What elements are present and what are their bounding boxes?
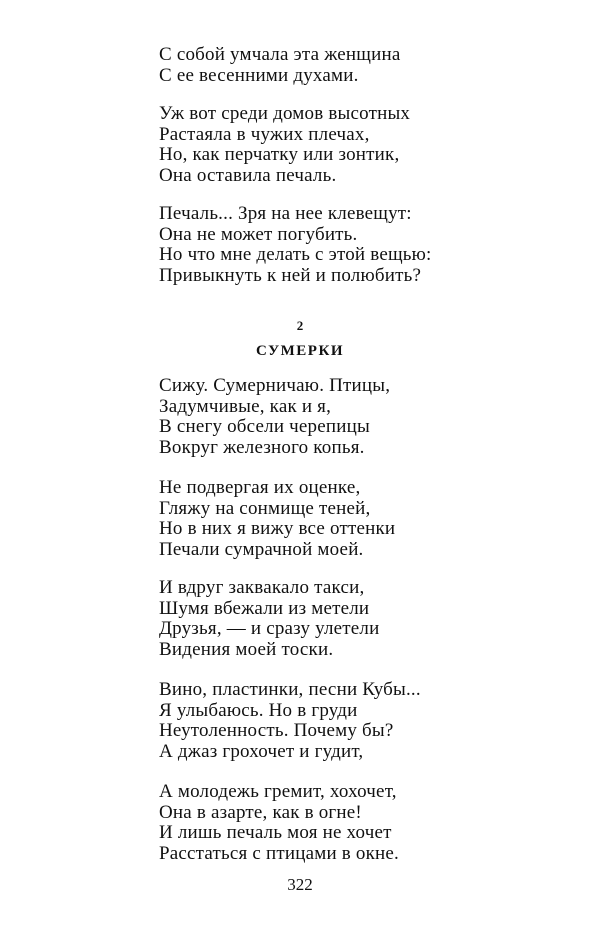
verse-line: А джаз грохочет и гудит, [159, 740, 364, 762]
verse-line: Она не может погубить. [159, 223, 358, 245]
stanza [159, 104, 410, 186]
verse-line: Но что мне делать с этой вещью: [159, 244, 432, 265]
stanza [159, 376, 390, 458]
verse-line: А молодежь гремит, хохочет, [159, 781, 397, 802]
verse-line: Шумя вбежали из метели [159, 597, 370, 619]
verse-line: Растаяла в чужих плечах, [159, 123, 370, 145]
verse-line: Вино, пластинки, песни Кубы... [159, 679, 421, 700]
verse-line: Гляжу на сонмище теней, [159, 497, 371, 519]
verse-line: С ее весенними духами. [159, 64, 359, 86]
verse-line: С собой умчала эта женщина [159, 44, 401, 65]
verse-line: Сижу. Сумерничаю. Птицы, [159, 375, 391, 396]
verse-line: Не подвергая их оценке, [159, 477, 361, 498]
verse-line: Уж вот среди домов высотных [159, 103, 411, 124]
verse-line: Друзья, — и сразу улетели [159, 618, 380, 639]
verse-line: Я улыбаюсь. Но в груди [159, 699, 358, 721]
section-number: 2 [296, 318, 304, 333]
verse-line: Привыкнуть к ней и полюбить? [159, 264, 422, 286]
verse-line: Задумчивые, как и я, [159, 395, 332, 417]
verse-line: Но в них я вижу все оттенки [159, 518, 396, 539]
section-title: СУМЕРКИ [255, 343, 344, 359]
verse-line: Неутоленность. Почему бы? [159, 720, 394, 741]
verse-line: Видения моей тоски. [159, 638, 334, 660]
verse-line: Печаль... Зря на нее клевещут: [159, 203, 412, 224]
verse-line: Она в азарте, как в огне! [159, 801, 362, 823]
stanza [159, 578, 379, 660]
verse-line: Расстаться с птицами в окне. [159, 842, 400, 864]
verse-line: Вокруг железного копья. [159, 436, 365, 458]
stanza [159, 680, 421, 762]
page-number: 322 [287, 875, 313, 894]
stanza [159, 782, 399, 864]
stanza [159, 45, 401, 86]
verse-line: В снегу обсели черепицы [159, 416, 370, 437]
verse-line: Но, как перчатку или зонтик, [159, 144, 400, 165]
verse-line: И вдруг заквакало такси, [159, 577, 365, 598]
verse-line: Она оставила печаль. [159, 164, 337, 186]
stanza [159, 204, 432, 286]
verse-line: И лишь печаль моя не хочет [159, 822, 392, 843]
verse-line: Печали сумрачной моей. [159, 538, 364, 560]
stanza [159, 478, 395, 560]
